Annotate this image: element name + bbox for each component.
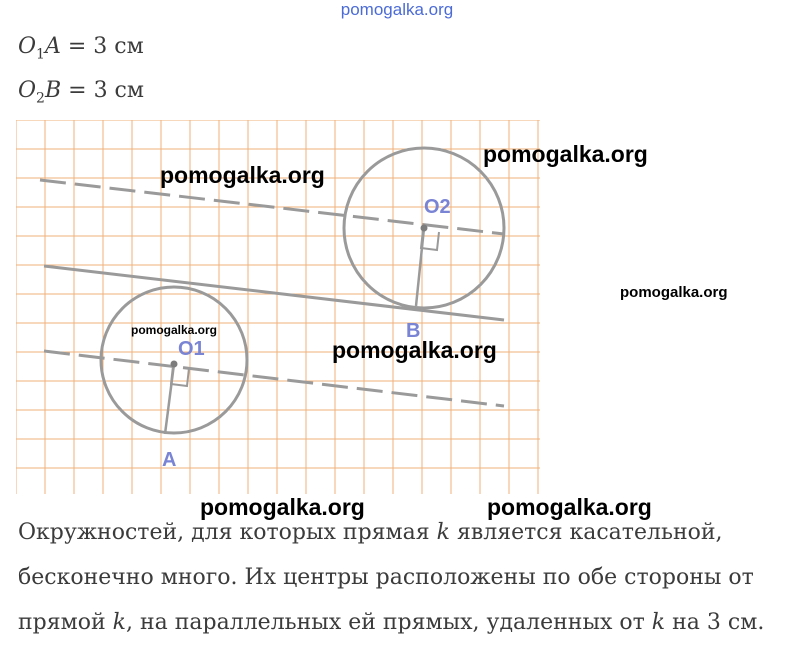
figure-lines xyxy=(40,148,504,434)
point-o1 xyxy=(171,361,178,368)
formula-o2b-sub: 2 xyxy=(36,90,45,107)
watermark-7: pomogalka.org xyxy=(487,494,652,520)
watermark-2: pomogalka.org xyxy=(483,141,648,167)
para-k-3: k xyxy=(651,610,666,635)
label-o1: O1 xyxy=(178,338,205,360)
para-part-3: , на параллельных ей прямых, удаленных от xyxy=(125,610,652,635)
answer-paragraph xyxy=(18,510,788,645)
formula-o2b-letter: O xyxy=(18,78,37,103)
tangent-line-k xyxy=(44,266,504,320)
para-k-1: k xyxy=(436,520,450,545)
point-o2 xyxy=(421,225,428,232)
para-k-2: k xyxy=(112,610,126,635)
watermark-1: pomogalka.org xyxy=(160,162,325,188)
formula-o2b xyxy=(18,78,144,106)
formula-o1a-value: = 3 см xyxy=(67,34,144,59)
watermark-top: pomogalka.org xyxy=(340,0,454,19)
formula-o2b-value: = 3 см xyxy=(68,78,144,103)
formula-o1a-point: A xyxy=(44,34,61,59)
para-part-1: Окружностей, для которых прямая xyxy=(18,520,437,545)
label-b: B xyxy=(406,320,421,342)
watermark-4: pomogalka.org xyxy=(131,323,218,337)
para-part-2: является касательной, бесконечно много. Их центры расположены по обе стороны от прямой xyxy=(18,520,754,635)
formula-o1a xyxy=(18,34,144,62)
watermark-6: pomogalka.org xyxy=(200,494,365,520)
label-o2: O2 xyxy=(424,196,451,218)
formula-o2b-point: B xyxy=(44,78,62,103)
para-part-4: на 3 см. xyxy=(665,610,765,635)
formula-o1a-letter: O xyxy=(18,34,37,59)
label-a: A xyxy=(162,449,177,471)
watermark-3: pomogalka.org xyxy=(620,284,728,301)
watermark-5: pomogalka.org xyxy=(332,337,497,363)
formula-o1a-sub: 1 xyxy=(36,46,45,63)
